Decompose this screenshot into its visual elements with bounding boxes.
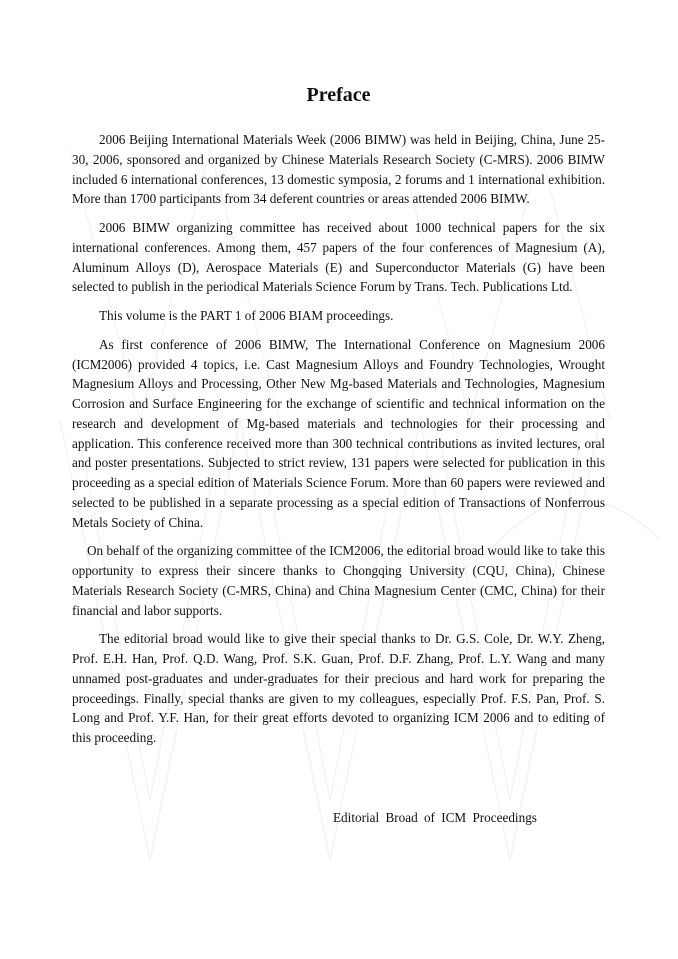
signature: Editorial Broad of ICM Proceedings <box>333 810 537 825</box>
page-title: Preface <box>306 84 371 106</box>
paragraph: This volume is the PART 1 of 2006 BIAM proceedings. <box>99 308 394 323</box>
paragraph: On behalf of the organizing committee of the ICM2006, the editorial broad would like to take this opportunity to express their sincere thanks to Chongqing University (CQU, China), Chinese Materials Research Society (C-MRS, China) and China Magnesium Center (CMC, China) for their financial and labor supports. <box>72 543 605 618</box>
paragraph: 2006 Beijing International Materials Week (2006 BIMW) was held in Beijing, China, June 25-30, 2006, sponsored and organized by Chinese Materials Research Society (C-MRS). 2006 BIMW included 6 international conferences, 13 domestic symposia, 2 forums and 1 international exhibition. More than 1700 participants from 34 deferent countries or areas attended 2006 BIMW. <box>72 132 605 207</box>
paragraph: The editorial broad would like to give their special thanks to Dr. G.S. Cole, Dr. W.Y. Zheng, Prof. E.H. Han, Prof. Q.D. Wang, Prof. S.K. Guan, Prof. D.F. Zhang, Prof. L.Y. Wang and many unnamed post-graduates and under-graduates for their precious and hard work for preparing the proceedings. Finally, special thanks are given to my colleagues, especially Prof. F.S. Pan, Prof. S. Long and Prof. Y.F. Han, for their great efforts devoted to organizing ICM 2006 and to editing of this proceeding. <box>72 631 605 745</box>
paragraph: As first conference of 2006 BIMW, The International Conference on Magnesium 2006 (ICM2006) provided 4 topics, i.e. Cast Magnesium Alloys and Foundry Technologies, Wrought Magnesium Alloys and Processing, Other New Mg-based Materials and Technologies, Magnesium Corrosion and Surface Engineering for the exchange of scientific and technical information on the research and development of Mg-based materials and technologies for their processing and application. This conference received more than 300 technical contributions as invited lectures, oral and poster presentations. Subjected to strict review, 131 papers were selected for publication in this proceeding as a special edition of Materials Science Forum. More than 60 papers were reviewed and selected to be published in a separate processing as a special edition of Transactions of Nonferrous Metals Society of China. <box>72 336 605 530</box>
paragraph: 2006 BIMW organizing committee has received about 1000 technical papers for the six international conferences. Among them, 457 papers of the four conferences of Magnesium (A), Aluminum Alloys (D), Aerospace Materials (E) and Superconductor Materials (G) have been selected to publish in the periodical Materials Science Forum by Trans. Tech. Publications Ltd. <box>72 220 605 295</box>
preface-body <box>72 130 605 757</box>
